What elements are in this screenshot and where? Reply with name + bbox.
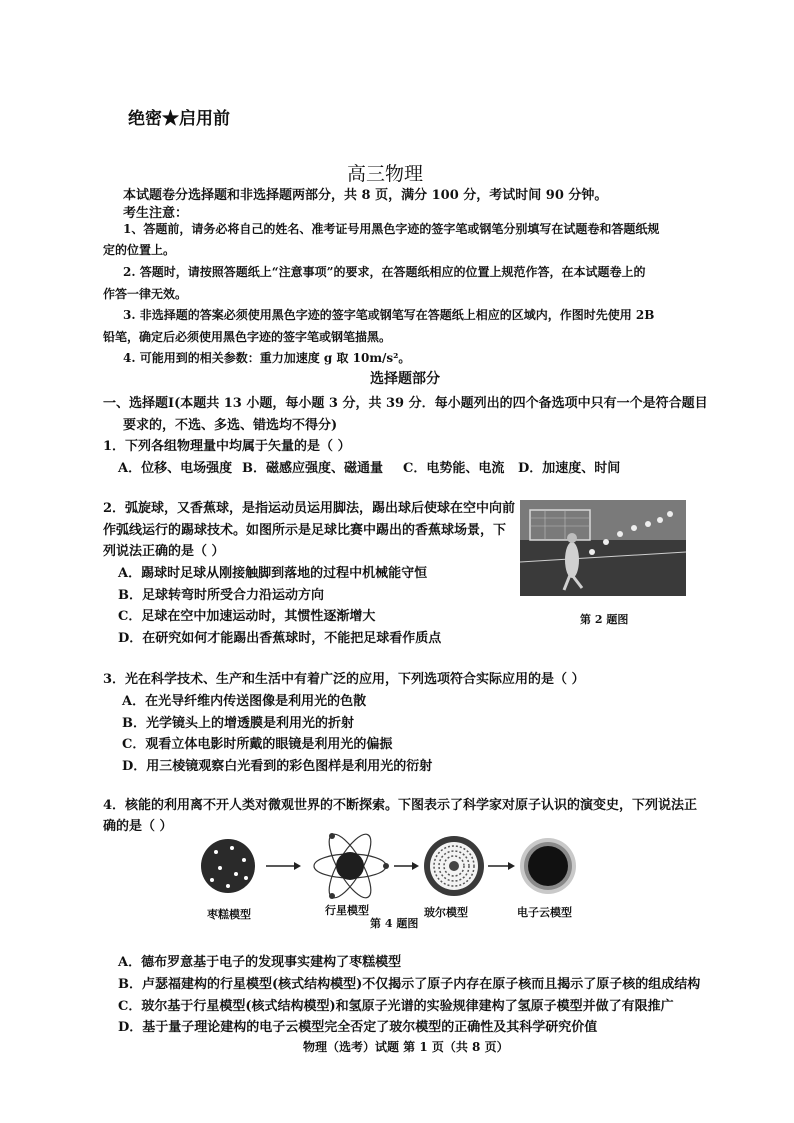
notice-title: 考生注意：	[123, 206, 189, 221]
section-intro: 要求的，不选、多选、错选均不得分)	[123, 418, 338, 433]
q4-option-a: A．德布罗意基于电子的发现事实建构了枣糕模型	[118, 955, 402, 970]
plum-pudding-model-icon	[201, 839, 255, 893]
note-line: 4. 可能用到的相关参数：重力加速度 g 取 10m/s²。	[123, 351, 411, 365]
page-footer: 物理（选考）试题 第 1 页（共 8 页）	[303, 1040, 509, 1054]
plum-pudding-label: 枣糕模型	[207, 908, 251, 921]
q2-option-d: D．在研究如何才能踢出香蕉球时，不能把足球看作质点	[118, 631, 442, 646]
page-title: 高三物理	[347, 163, 424, 185]
bohr-label: 玻尔模型	[424, 906, 468, 919]
bohr-model-icon	[424, 836, 484, 896]
planetary-model-icon	[314, 829, 389, 903]
q3-option-b: B．光学镜头上的增透膜是利用光的折射	[122, 716, 354, 731]
q2-figure-caption: 第 2 题图	[580, 613, 629, 626]
q1-option-a: A．位移、电场强度	[118, 461, 233, 476]
q4-stem: 4．核能的利用离不开人类对微观世界的不断探索。下图表示了科学家对原子认识的演变史，下列说法正	[103, 798, 698, 813]
q2-option-b: B．足球转弯时所受合力沿运动方向	[118, 588, 324, 603]
q3-option-a: A．在光导纤维内传送图像是利用光的色散	[122, 694, 367, 709]
section-title: 选择题部分	[370, 371, 440, 387]
section-intro: 一、选择题Ⅰ(本题共 13 小题，每小题 3 分，共 39 分．每小题列出的四个备选项中只有一个是符合题目	[103, 396, 708, 411]
note-line: 作答一律无效。	[103, 287, 188, 301]
planetary-label: 行星模型	[325, 904, 369, 917]
q1-option-b: B．磁感应强度、磁通量	[242, 461, 383, 476]
note-line: 铅笔，确定后必须使用黑色字迹的签字笔或钢笔描黑。	[103, 330, 392, 344]
electron-cloud-label: 电子云模型	[517, 906, 572, 919]
q4-option-b: B．卢瑟福建构的行星模型(核式结构模型)不仅揭示了原子内存在原子核而且揭示了原子核的组成结构	[118, 977, 701, 992]
confidential-mark: 绝密★启用前	[128, 109, 230, 129]
q3-stem: 3．光在科学技术、生产和生活中有着广泛的应用，下列选项符合实际应用的是（ ）	[103, 672, 585, 687]
q4-option-c: C．玻尔基于行星模型(核式结构模型)和氢原子光谱的实验规律建构了氢原子模型并做了有限推广	[118, 999, 674, 1014]
football-photo	[520, 500, 686, 596]
q4-stem: 确的是（ ）	[103, 819, 173, 834]
q3-option-d: D．用三棱镜观察白光看到的彩色图样是利用光的衍射	[122, 759, 433, 774]
exam-intro: 本试题卷分选择题和非选择题两部分，共 8 页，满分 100 分，考试时间 90 分钟。	[123, 188, 608, 203]
electron-cloud-model-icon	[520, 838, 576, 894]
q1-option-c: C．电势能、电流	[403, 461, 505, 476]
q1-stem: 1．下列各组物理量中均属于矢量的是（ ）	[103, 439, 351, 454]
q2-stem: 作弧线运行的踢球技术。如图所示是足球比赛中踢出的香蕉球场景，下	[103, 523, 507, 538]
note-line: 定的位置上。	[103, 243, 176, 257]
q2-stem: 2．弧旋球，又香蕉球，是指运动员运用脚法，踢出球后使球在空中向前	[103, 501, 516, 516]
q4-figure-caption: 第 4 题图	[370, 917, 419, 930]
note-line: 1、答题前，请务必将自己的姓名、准考证号用黑色字迹的签字笔或钢笔分别填写在试题卷和答题纸规	[123, 222, 660, 236]
q2-option-a: A．踢球时足球从刚接触脚到落地的过程中机械能守恒	[118, 566, 428, 581]
note-line: 3. 非选择题的答案必须使用黑色字迹的签字笔或钢笔写在答题纸上相应的区域内，作图时先使用 2B	[123, 308, 655, 322]
atom-models-figure	[190, 828, 600, 906]
q2-option-c: C．足球在空中加速运动时，其惯性逐渐增大	[118, 609, 376, 624]
q1-option-d: D．加速度、时间	[518, 461, 621, 476]
q3-option-c: C．观看立体电影时所戴的眼镜是利用光的偏振	[122, 737, 393, 752]
note-line: 2. 答题时，请按照答题纸上“注意事项”的要求，在答题纸相应的位置上规范作答，在本试题卷上的	[123, 265, 646, 279]
q2-stem: 列说法正确的是（ ）	[103, 544, 225, 559]
q4-option-d: D．基于量子理论建构的电子云模型完全否定了玻尔模型的正确性及其科学研究价值	[118, 1020, 598, 1035]
